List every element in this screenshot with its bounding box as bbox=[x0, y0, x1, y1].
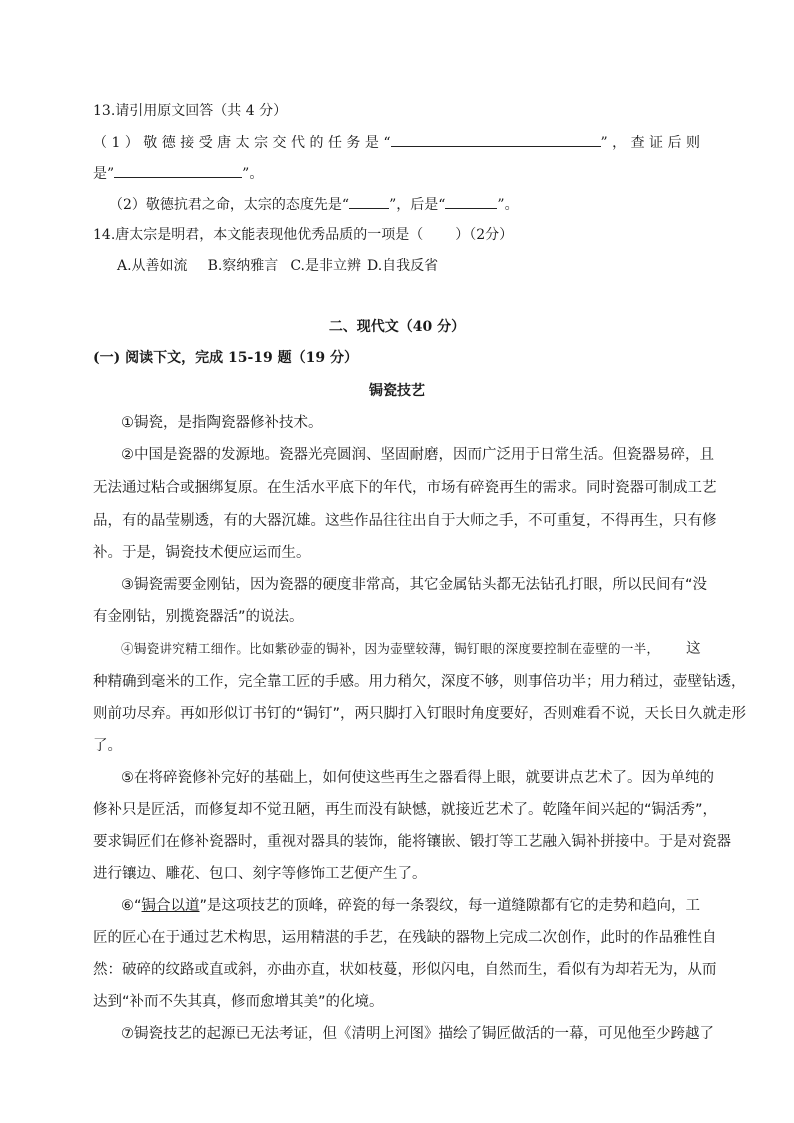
q14-text-a: 14.唐太宗是明君，本文能表现他优秀品质的一项是（ bbox=[93, 227, 424, 243]
section-title: 二、现代文（40 分） bbox=[328, 319, 466, 335]
q14-text-b: ）（2分） bbox=[455, 227, 514, 243]
answer-blank-1[interactable] bbox=[391, 132, 601, 147]
article-title: 锔瓷技艺 bbox=[369, 383, 425, 399]
paragraph-4-line-1-tail: 这 bbox=[686, 641, 701, 657]
q13-sub1-text-d: ”。 bbox=[242, 166, 264, 182]
paragraph-3-line-2: 有金刚钻，别揽瓷器活”的说法。 bbox=[93, 609, 304, 625]
section-subtitle: (一) 阅读下文，完成 15-19 题（19 分） bbox=[93, 350, 359, 366]
paragraph-6-line-3: 然：破碎的纹路或直或斜，亦曲亦直，状如枝蔓，形似闪电，自然而生，看似有为却若无为，从而 bbox=[93, 962, 717, 978]
answer-blank-4[interactable] bbox=[445, 194, 497, 209]
q14-heading bbox=[93, 225, 513, 245]
paragraph-2-line-4: 补。于是，锔瓷技术便应运而生。 bbox=[93, 545, 311, 561]
paragraph-7-line-1: ⑦锔瓷技艺的起源已无法考证，但《清明上河图》描绘了锔匠做活的一幕，可见他至少跨越了 bbox=[121, 1026, 714, 1042]
paragraph-6-line-1 bbox=[121, 896, 700, 916]
q13-sub1-line2 bbox=[93, 163, 263, 184]
underlined-phrase: 锔合以道 bbox=[141, 898, 200, 914]
paragraph-3-line-1: ③锔瓷需要金刚钻，因为瓷器的硬度非常高，其它金属钻头都无法钻孔打眼，所以民间有“没 bbox=[121, 577, 708, 593]
paragraph-5-line-2: 修补只是匠活，而修复却不觉丑陋，再生而没有缺憾，就接近艺术了。乾隆年间兴起的“锔活秀”， bbox=[93, 802, 718, 818]
q13-sub1-line1 bbox=[93, 132, 700, 153]
q14-option-a[interactable]: A.从善如流 bbox=[117, 258, 188, 274]
q14-options bbox=[117, 256, 438, 276]
q13-sub1-text-b: ”，查证后则 bbox=[600, 135, 700, 151]
q14-option-c[interactable]: C.是非立辨 bbox=[290, 258, 361, 274]
paragraph-1: ①锔瓷，是指陶瓷器修补技术。 bbox=[121, 415, 323, 431]
q14-option-b[interactable]: B.察纳雅言 bbox=[207, 258, 279, 274]
paragraph-4-line-2: 种精确到毫米的工作，完全靠工匠的手感。用力稍欠，深度不够，则事倍功半；用力稍过，壶壁钻透， bbox=[93, 674, 746, 690]
paragraph-6-open-quote: ⑥“ bbox=[121, 898, 142, 914]
paragraph-2-line-3: 品，有的晶莹剔透，有的大器沉雄。这些作品往往出自于大师之手，不可重复，不得再生，只有修 bbox=[93, 513, 717, 529]
q13-sub2-line bbox=[109, 194, 519, 215]
q13-sub1-text-a: （1）敬德接受唐太宗交代的任务是“ bbox=[93, 135, 391, 151]
q13-sub1-text-c: 是” bbox=[93, 166, 115, 182]
paragraph-6-line-1-rest: ”是这项技艺的顶峰，碎瓷的每一条裂纹，每一道缝隙都有它的走势和趋向，工 bbox=[199, 898, 701, 914]
paragraph-6-line-4: 达到“补而不失其真，修而愈增其美”的化境。 bbox=[93, 994, 384, 1010]
q13-heading: 13.请引用原文回答（共 4 分） bbox=[93, 103, 288, 119]
q13-sub2-text-b: ”，后是“ bbox=[389, 197, 446, 213]
paragraph-2-line-2: 无法通过粘合或捆绑复原。在生活水平底下的年代，市场有碎瓷再生的需求。同时瓷器可制成工艺 bbox=[93, 480, 717, 496]
paragraph-2-line-1: ②中国是瓷器的发源地。瓷器光亮圆润、坚固耐磨，因而广泛用于日常生活。但瓷器易碎，且 bbox=[121, 447, 714, 463]
paragraph-4-line-1: ④锔瓷讲究精工细作。比如紫砂壶的锔补，因为壶壁较薄，锔钉眼的深度要控制在壶壁的一半， bbox=[121, 641, 659, 656]
paragraph-5-line-3: 要求锔匠们在修补瓷器时，重视对器具的装饰，能将镶嵌、锻打等工艺融入锔补拼接中。于是对瓷器 bbox=[93, 834, 731, 850]
paragraph-4-line-4: 了。 bbox=[93, 738, 122, 754]
paragraph-6-line-2: 匠的匠心在于通过艺术构思，运用精湛的手艺，在残缺的器物上完成二次创作，此时的作品雅性自 bbox=[93, 930, 717, 946]
q13-sub2-text-c: ”。 bbox=[497, 197, 519, 213]
paragraph-5-line-4: 进行镶边、雕花、包口、刻字等修饰工艺便产生了。 bbox=[93, 866, 427, 882]
q13-sub2-text-a: （2）敬德抗君之命，太宗的态度先是“ bbox=[109, 197, 350, 213]
paragraph-4-line-3: 则前功尽弃。再如形似订书钉的“锔钉”，两只脚打入钉眼时角度要好，否则难看不说，天长日久就走形 bbox=[93, 706, 747, 722]
answer-blank-2[interactable] bbox=[114, 163, 242, 178]
answer-blank-3[interactable] bbox=[349, 194, 389, 209]
paragraph-5-line-1: ⑤在将碎瓷修补完好的基础上，如何使这些再生之器看得上眼，就要讲点艺术了。因为单纯的 bbox=[121, 770, 714, 786]
q14-option-d[interactable]: D.自我反省 bbox=[366, 258, 439, 274]
